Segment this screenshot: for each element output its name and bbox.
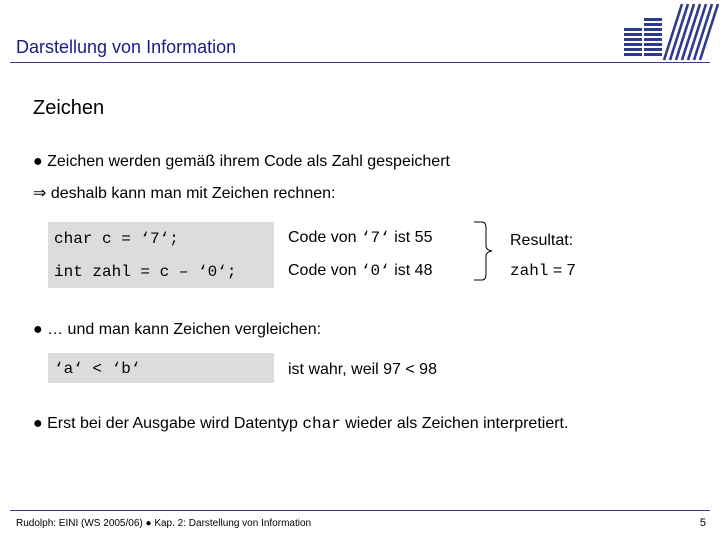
- bullet-stored-as-number: ● Zeichen werden gemäß ihrem Code als Zahl gespeichert: [33, 153, 450, 170]
- code-description-0: Code von ‘0‘ ist 48: [288, 262, 433, 280]
- implication-line: [33, 183, 335, 203]
- footer-text: Rudolph: EINI (WS 2005/06) ● Kap. 2: Darstellung von Information: [16, 518, 312, 529]
- implication-text: deshalb kann man mit Zeichen rechnen:: [50, 185, 336, 202]
- bullet-output: ● Erst bei der Ausgabe wird Datentyp char wieder als Zeichen interpretiert.: [33, 415, 569, 433]
- result-value: zahl = 7: [510, 262, 576, 280]
- compare-code: ‘a‘ < ‘b‘: [54, 360, 141, 378]
- bullet-compare: ● … und man kann Zeichen vergleichen:: [33, 321, 322, 338]
- code-line-char: char c = ‘7‘;: [54, 230, 179, 248]
- brace-connector: [470, 220, 500, 282]
- code-description-7: Code von ‘7‘ ist 55: [288, 229, 433, 247]
- compare-description: ist wahr, weil 97 < 98: [288, 361, 437, 378]
- code-line-int: int zahl = c – ‘0‘;: [54, 263, 237, 281]
- section-title: Zeichen: [33, 97, 105, 119]
- implies-symbol: ⇒: [33, 185, 47, 202]
- compare-code-box: [48, 353, 274, 383]
- footer-divider: [10, 510, 710, 511]
- slide-header-title: Darstellung von Information: [16, 37, 237, 57]
- result-label: Resultat:: [510, 232, 574, 249]
- code-example-box: [48, 222, 274, 288]
- university-logo: [620, 0, 720, 64]
- page-number: 5: [699, 517, 706, 529]
- header-divider: [10, 62, 710, 63]
